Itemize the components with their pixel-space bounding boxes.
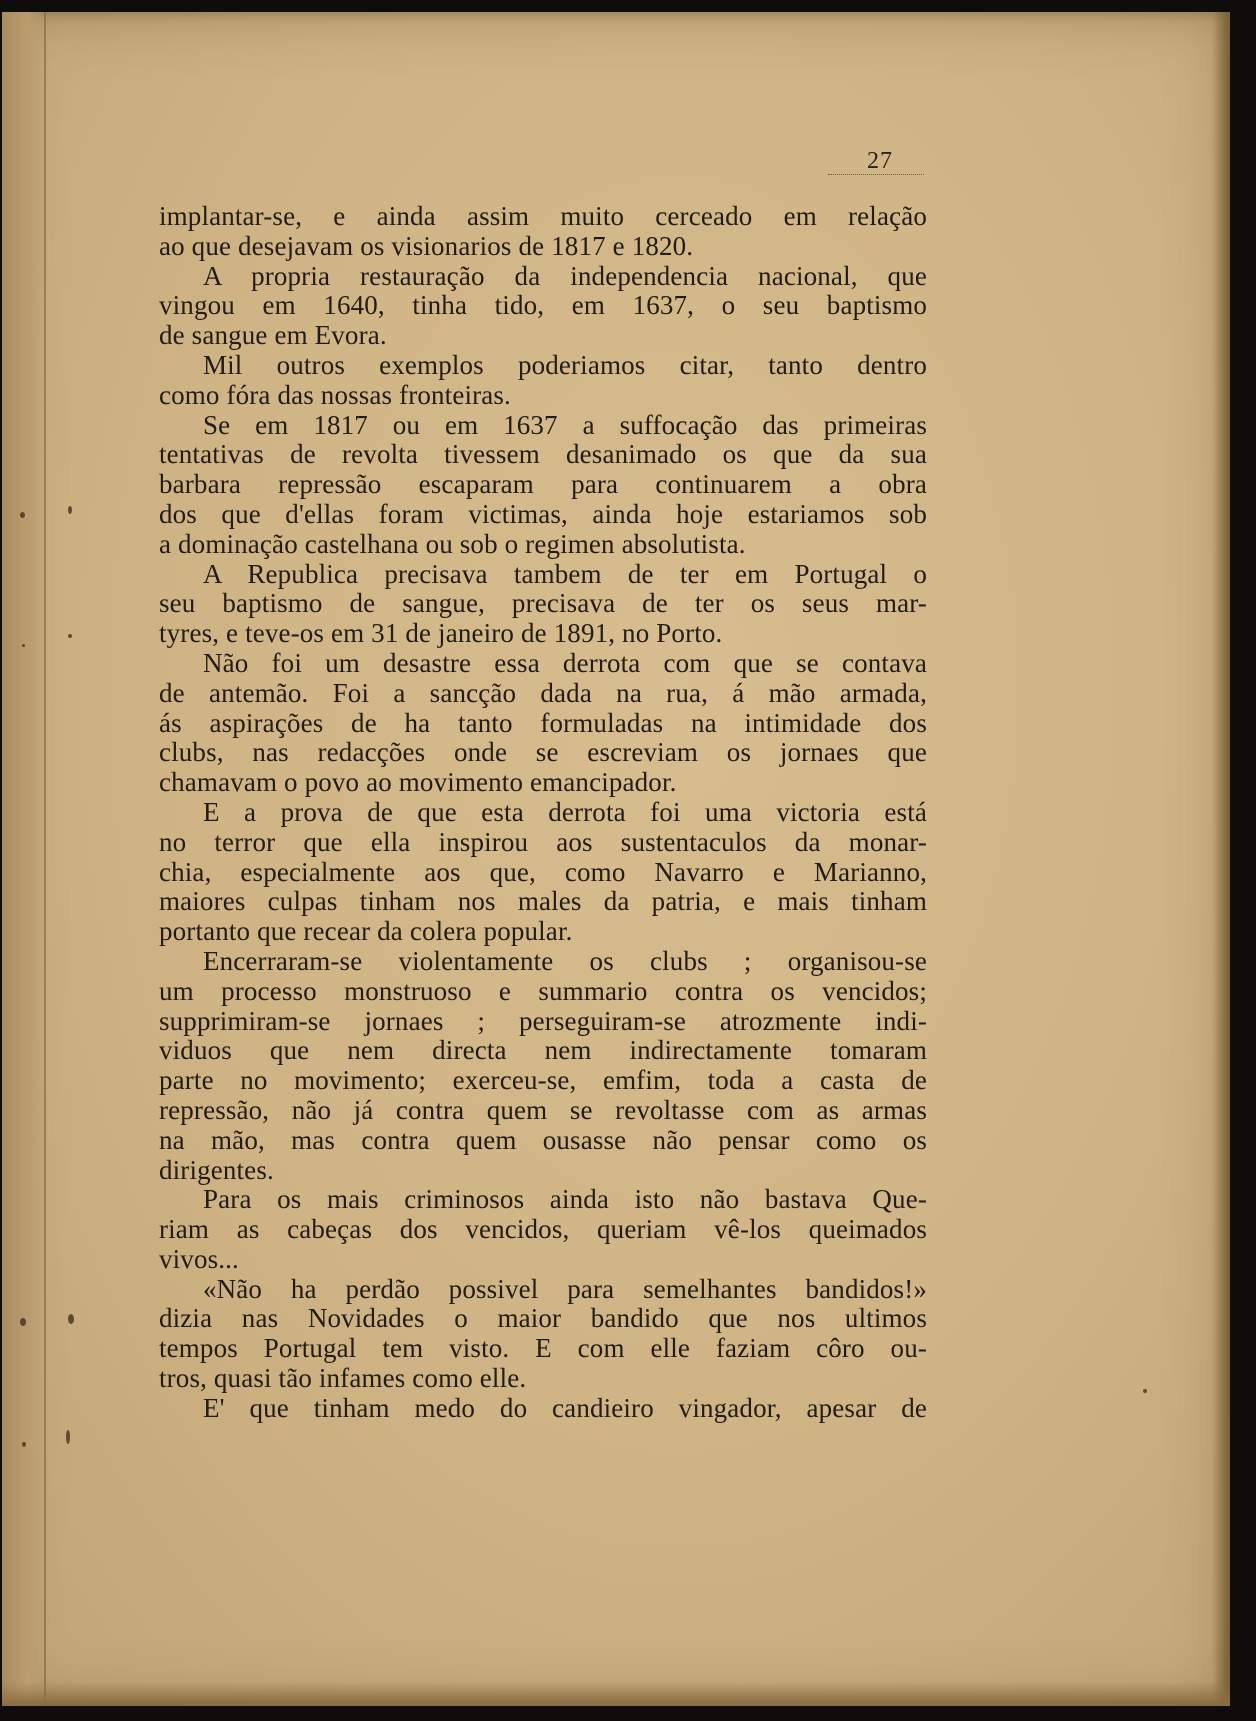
page-number-rule — [828, 174, 924, 175]
text-line: parte no movimento; exerceu-se, emfim, toda a casta de — [159, 1065, 927, 1096]
page-bottom-edge — [2, 1682, 1230, 1706]
text-line: de sangue em Evora. — [159, 320, 387, 351]
text-line: clubs, nas redacções onde se escreviam os jornaes que — [159, 737, 927, 768]
text-line: no terror que ella inspirou aos sustentaculos da monar- — [159, 826, 927, 857]
binding-line — [44, 12, 46, 1706]
text-line: a dominação castelhana ou sob o regimen absolutista. — [159, 528, 746, 559]
text-line: maiores culpas tinham nos males da patria, e mais tinham — [159, 886, 927, 917]
text-line: riam as cabeças dos vencidos, queriam vê-los queimados — [159, 1214, 927, 1245]
foxing-spot — [68, 634, 72, 638]
foxing-spot — [68, 1314, 74, 1324]
text-line: ao que desejavam os visionarios de 1817 e 1820. — [159, 230, 694, 261]
foxing-spot — [20, 1318, 26, 1326]
text-line: Se em 1817 ou em 1637 a suffocação das primeiras — [203, 409, 927, 440]
text-line: vingou em 1640, tinha tido, em 1637, o seu baptismo — [159, 290, 927, 321]
text-line: dirigentes. — [159, 1154, 274, 1185]
text-line: E' que tinham medo do candieiro vingador, apesar de — [203, 1392, 927, 1423]
page-gutter — [2, 12, 48, 1706]
text-line: vivos... — [159, 1243, 239, 1274]
text-line: dizia nas Novidades o maior bandido que nos ultimos — [159, 1303, 927, 1334]
text-line: ás aspirações de ha tanto formuladas na intimidade dos — [159, 707, 927, 738]
text-line: tentativas de revolta tivessem desanimado os que da sua — [159, 439, 927, 470]
text-line: tempos Portugal tem visto. E com elle faziam côro ou- — [159, 1333, 927, 1364]
foxing-spot — [68, 506, 72, 514]
text-line: implantar-se, e ainda assim muito cerceado em relação — [159, 201, 927, 231]
text-line: tros, quasi tão infames como elle. — [159, 1363, 527, 1394]
foxing-spot — [20, 512, 25, 518]
text-line: A propria restauração da independencia nacional, que — [203, 260, 927, 291]
text-line: viduos que nem directa nem indirectamente tomaram — [159, 1035, 927, 1066]
page-right-edge — [1212, 12, 1230, 1706]
foxing-spot — [1143, 1389, 1147, 1393]
text-line: portanto que recear da colera popular. — [159, 916, 573, 947]
foxing-spot — [22, 1442, 26, 1447]
text-line: supprimiram-se jornaes ; perseguiram-se atrozmente indi- — [159, 1005, 927, 1036]
text-line: Para os mais criminosos ainda isto não bastava Que- — [203, 1184, 927, 1215]
text-line: seu baptismo de sangue, precisava de ter os seus mar- — [159, 588, 927, 619]
text-line: Encerraram-se violentamente os clubs ; organisou-se — [203, 945, 927, 976]
text-line: na mão, mas contra quem ousasse não pensar como os — [159, 1124, 927, 1155]
text-line: dos que d'ellas foram victimas, ainda hoje estariamos sob — [159, 498, 927, 529]
foxing-spot — [22, 644, 25, 647]
text-line: A Republica precisava tambem de ter em Portugal o — [203, 558, 927, 589]
text-line: Não foi um desastre essa derrota com que se contava — [203, 647, 927, 678]
text-line: tyres, e teve-os em 31 de janeiro de 1891, no Porto. — [159, 618, 723, 649]
body-text — [159, 202, 927, 1424]
text-line: de antemão. Foi a sancção dada na rua, á mão armada, — [159, 677, 927, 708]
foxing-spot — [66, 1430, 70, 1444]
text-line: barbara repressão escaparam para continuarem a obra — [159, 469, 927, 500]
text-line: como fóra das nossas fronteiras. — [159, 379, 511, 410]
page-number: 27 — [867, 148, 893, 174]
text-line: chia, especialmente aos que, como Navarro e Marianno, — [159, 856, 927, 887]
text-line: E a prova de que esta derrota foi uma victoria está — [203, 796, 927, 827]
text-line: «Não ha perdão possivel para semelhantes bandidos!» — [203, 1273, 927, 1304]
text-line: chamavam o povo ao movimento emancipador. — [159, 767, 677, 798]
text-line: repressão, não já contra quem se revoltasse com as armas — [159, 1094, 927, 1125]
text-line: Mil outros exemplos poderiamos citar, tanto dentro — [203, 349, 927, 380]
text-line: um processo monstruoso e summario contra os vencidos; — [159, 975, 927, 1006]
